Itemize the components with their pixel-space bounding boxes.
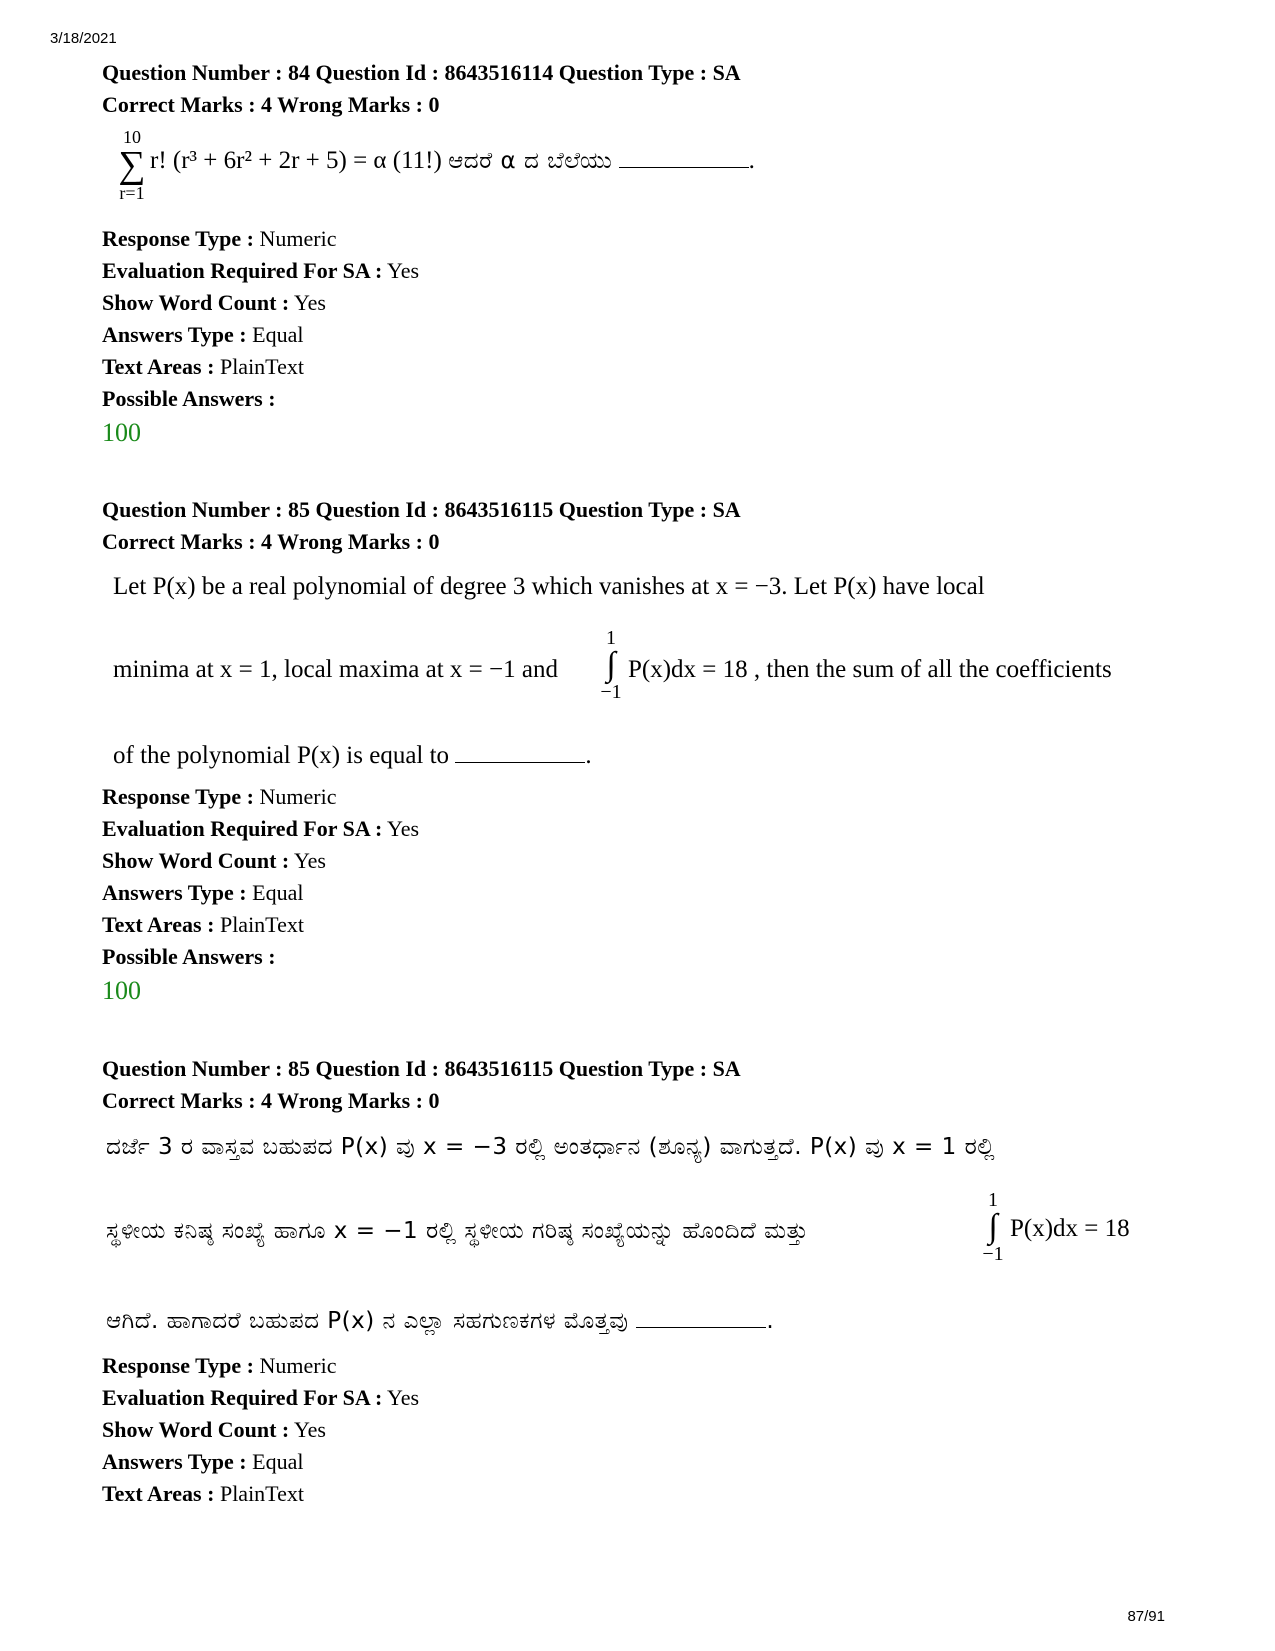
q85-kn-header: Question Number : 85 Question Id : 8643516115 Question Type : SA xyxy=(102,1056,741,1081)
integral-symbol: ∫ xyxy=(988,1208,998,1245)
q85-kn-line2b: P(x)dx = 18 xyxy=(1010,1215,1130,1242)
q84-summation xyxy=(112,128,152,202)
q85-kn-line3: ಆಗಿದೆ. ಹಾಗಾದರೆ ಬಹುಪದ P(x) ನ ಎಲ್ಲಾ ಸಹಗುಣಕಗಳ ಮೊತ್ತವು . xyxy=(106,1308,775,1334)
q85-en-word-count: Show Word Count : Yes xyxy=(102,848,326,873)
q85-kn-integral xyxy=(978,1190,1008,1264)
q84-question: r! (r³ + 6r² + 2r + 5) = α (11!) ಆದರೆ α ದ ಬೆಲೆಯು . xyxy=(150,147,755,174)
q85-en-line2b: P(x)dx = 18 , then the sum of all the coefficients xyxy=(628,656,1112,683)
q84-formula: r! (r³ + 6r² + 2r + 5) = α (11!) xyxy=(150,147,442,174)
q85-en-line1: Let P(x) be a real polynomial of degree 3 which vanishes at x = −3. Let P(x) have local xyxy=(113,573,985,600)
q84-answer: 100 xyxy=(102,418,141,447)
q85-en-integral xyxy=(596,628,626,702)
q85-en-response-type: Response Type : Numeric xyxy=(102,784,337,809)
q85-kn-text-areas: Text Areas : PlainText xyxy=(102,1481,304,1506)
q84-response-type: Response Type : Numeric xyxy=(102,226,337,251)
q85-kn-int-upper: 1 xyxy=(988,1189,998,1211)
q85-kn-marks: Correct Marks : 4 Wrong Marks : 0 xyxy=(102,1088,440,1113)
q84-header: Question Number : 84 Question Id : 8643516114 Question Type : SA xyxy=(102,60,741,85)
q84-possible-answers-label: Possible Answers : xyxy=(102,386,276,411)
q84-word-count: Show Word Count : Yes xyxy=(102,290,326,315)
q85-en-text-areas: Text Areas : PlainText xyxy=(102,912,304,937)
print-date: 3/18/2021 xyxy=(50,30,117,47)
q84-answers-type: Answers Type : Equal xyxy=(102,322,304,347)
q85-kn-line1: ದರ್ಜೆ 3 ರ ವಾಸ್ತವ ಬಹುಪದ P(x) ವು x = −3 ರಲ್ಲಿ ಅಂತರ್ಧಾನ (ಶೂನ್ಯ) ವಾಗುತ್ತದೆ. P(x) ವು x = 1 ರಲ್ಲಿ xyxy=(106,1134,996,1160)
q85-en-answer: 100 xyxy=(102,976,141,1005)
q85-en-header: Question Number : 85 Question Id : 8643516115 Question Type : SA xyxy=(102,497,741,522)
page-number: 87/91 xyxy=(1127,1608,1165,1625)
q85-kn-word-count: Show Word Count : Yes xyxy=(102,1417,326,1442)
integral-symbol: ∫ xyxy=(606,646,616,683)
q85-en-answer-blank xyxy=(455,744,585,763)
q84-kannada-text: ಆದರೆ α ದ ಬೆಲೆಯು xyxy=(448,148,613,174)
sigma-symbol: ∑ xyxy=(118,144,146,186)
q84-sum-lower: r=1 xyxy=(119,183,145,203)
q85-en-evaluation: Evaluation Required For SA : Yes xyxy=(102,816,420,841)
q85-kn-response-type: Response Type : Numeric xyxy=(102,1353,337,1378)
q85-kn-evaluation: Evaluation Required For SA : Yes xyxy=(102,1385,420,1410)
q84-answer-blank xyxy=(619,149,749,168)
q85-kn-int-lower: −1 xyxy=(982,1243,1004,1265)
q84-sum-upper: 10 xyxy=(123,127,141,147)
q84-evaluation: Evaluation Required For SA : Yes xyxy=(102,258,420,283)
q84-text-areas: Text Areas : PlainText xyxy=(102,354,304,379)
q85-en-int-lower: −1 xyxy=(600,681,622,703)
q85-en-answers-type: Answers Type : Equal xyxy=(102,880,304,905)
q85-en-possible-answers-label: Possible Answers : xyxy=(102,944,276,969)
q85-en-line2a: minima at x = 1, local maxima at x = −1 and xyxy=(113,656,558,683)
q85-en-line3: of the polynomial P(x) is equal to . xyxy=(113,742,592,769)
q85-en-marks: Correct Marks : 4 Wrong Marks : 0 xyxy=(102,529,440,554)
q85-en-int-upper: 1 xyxy=(606,627,616,649)
q85-kn-answer-blank xyxy=(636,1309,766,1328)
q84-marks: Correct Marks : 4 Wrong Marks : 0 xyxy=(102,92,440,117)
q85-kn-line2a: ಸ್ಥಳೀಯ ಕನಿಷ್ಠ ಸಂಖ್ಯೆ ಹಾಗೂ x = −1 ರಲ್ಲಿ ಸ್ಥಳೀಯ ಗರಿಷ್ಠ ಸಂಖ್ಯೆಯನ್ನು ಹೊಂದಿದೆ ಮತ್ತು xyxy=(106,1218,809,1244)
q85-kn-answers-type: Answers Type : Equal xyxy=(102,1449,304,1474)
